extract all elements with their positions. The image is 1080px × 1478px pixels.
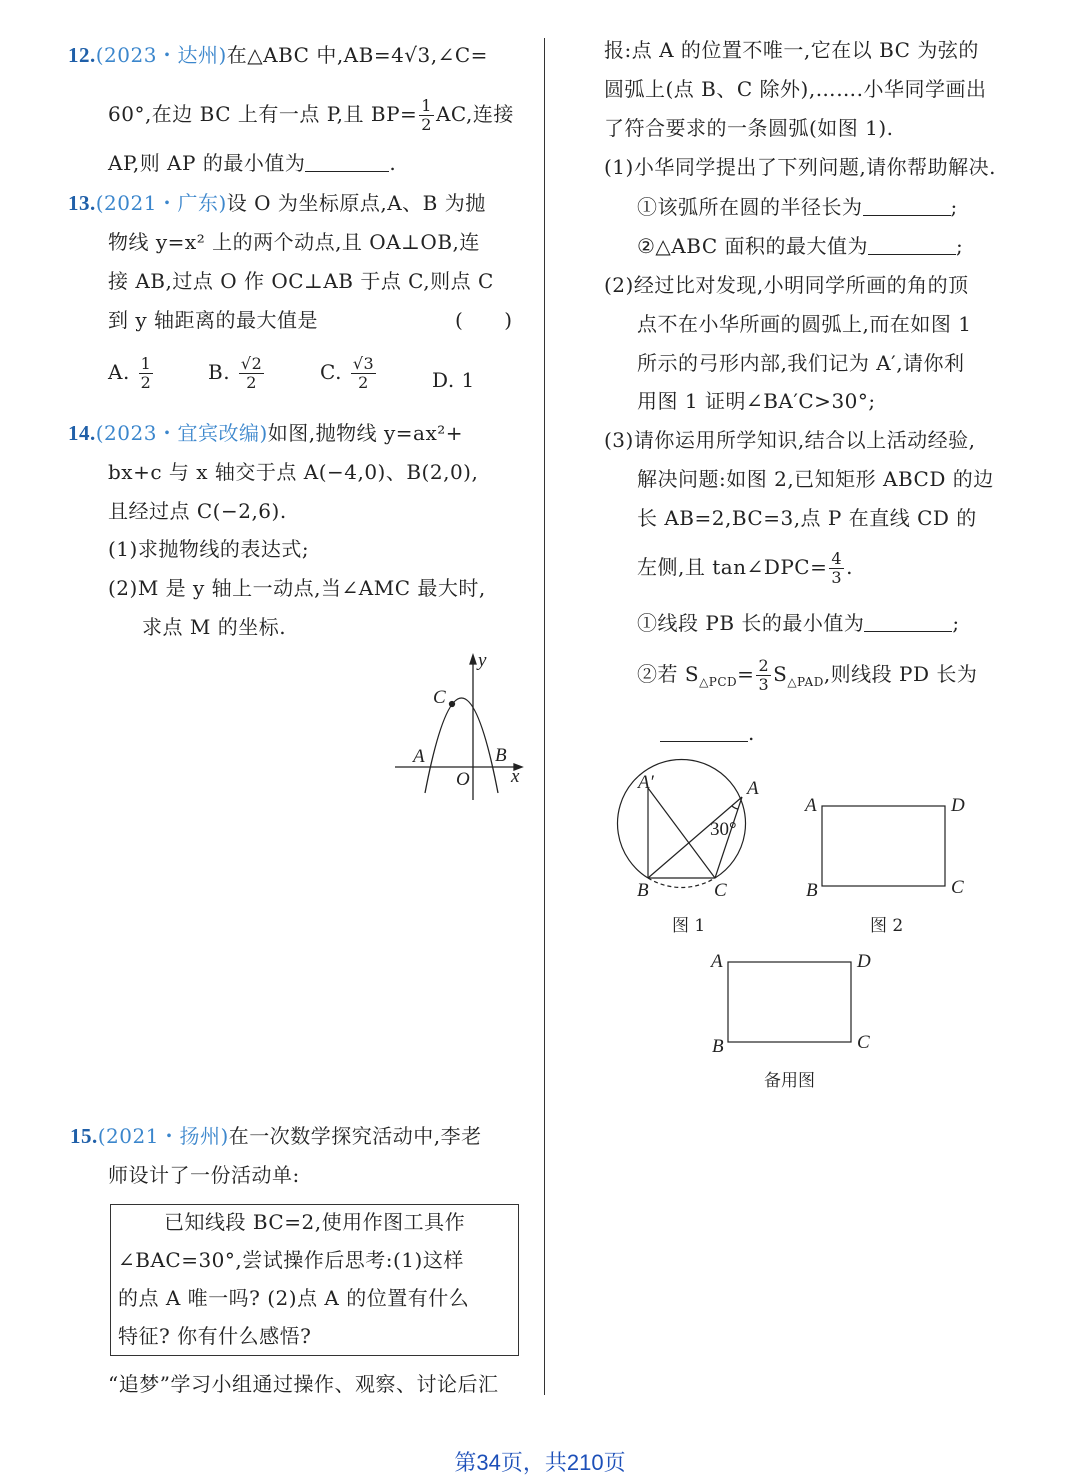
label-a: A <box>711 951 723 972</box>
denominator: 2 <box>140 373 152 392</box>
right-line-6 <box>637 233 963 259</box>
option-label: D. <box>432 368 455 392</box>
punct: ; <box>952 611 960 635</box>
right-line-8: 点不在小华所画的圆弧上,而在如图 1 <box>637 312 972 336</box>
right-line-1: 报:点 A 的位置不唯一,它在以 BC 为弦的 <box>604 38 979 62</box>
denominator: 3 <box>758 675 770 694</box>
box-line-3: 的点 A 唯一吗? (2)点 A 的位置有什么 <box>118 1286 470 1310</box>
q13-line-3: 接 AB,过点 O 作 OC⊥AB 于点 C,则点 C <box>108 269 494 293</box>
punct: . <box>389 151 397 175</box>
question-text: 在一次数学探究活动中,李老 <box>228 1124 482 1148</box>
question-text: 在△ABC 中,AB=4√3,∠C= <box>226 43 488 67</box>
numerator: 1 <box>421 96 432 115</box>
punct: ; <box>950 195 958 219</box>
denominator: 2 <box>421 115 432 134</box>
label-b: B <box>806 880 818 901</box>
label-b: B <box>495 745 507 766</box>
page-indicator: 第34页，共210页 <box>454 1450 626 1475</box>
denominator: 3 <box>831 568 843 587</box>
question-text: 如图,抛物线 y=ax²+ <box>267 421 464 445</box>
fraction <box>829 550 844 587</box>
figure-caption: 图 2 <box>870 916 904 936</box>
question-source: (2023・达州) <box>95 43 227 67</box>
denominator: 2 <box>246 373 257 392</box>
question-text: ①线段 PB 长的最小值为 <box>637 611 865 635</box>
q15-line-2: 师设计了一份活动单: <box>108 1163 300 1187</box>
dashed-arc <box>648 878 715 887</box>
label-c: C <box>951 877 964 898</box>
question-number: 15. <box>70 1124 98 1148</box>
subscript: △PCD <box>699 675 738 689</box>
answer-blank[interactable] <box>864 611 952 632</box>
label-b: B <box>712 1036 724 1057</box>
figure-2 <box>822 806 945 886</box>
figure-caption: 图 1 <box>672 916 706 936</box>
question-text: 60°,在边 BC 上有一点 P,且 BP= <box>108 102 418 126</box>
question-source: (2021・广东) <box>95 191 227 215</box>
label-d: D <box>951 795 965 816</box>
q13-line-2: 物线 y=x² 上的两个动点,且 OA⊥OB,连 <box>108 230 480 254</box>
label-a: A <box>413 746 425 767</box>
subscript: △PAD <box>787 675 824 689</box>
question-number: 13. <box>68 191 96 215</box>
question-text: 左侧,且 tan∠DPC= <box>637 555 828 579</box>
label-x: x <box>511 766 520 787</box>
right-line-17 <box>660 720 755 746</box>
right-line-10: 用图 1 证明∠BA′C>30°; <box>637 389 876 413</box>
label-y: y <box>478 650 487 671</box>
right-line-11: (3)请你运用所学知识,结合以上活动经验, <box>604 428 976 452</box>
right-line-5 <box>637 194 958 220</box>
question-number: 14. <box>68 421 96 445</box>
fraction <box>756 657 771 694</box>
right-line-13: 长 AB=2,BC=3,点 P 在直线 CD 的 <box>637 506 977 530</box>
question-text: ①该弧所在圆的半径长为 <box>637 195 863 219</box>
q15-line-1 <box>70 1123 482 1149</box>
q14-line-2: bx+c 与 x 轴交于点 A(−4,0)、B(2,0), <box>108 460 479 484</box>
question-text: AC,连接 <box>435 102 514 126</box>
label-a-prime: A′ <box>638 772 654 793</box>
answer-blank[interactable] <box>868 234 956 255</box>
question-source: (2023・宜宾改编) <box>95 421 268 445</box>
right-line-12: 解决问题:如图 2,已知矩形 ABCD 的边 <box>637 467 994 491</box>
right-line-16 <box>637 657 977 695</box>
question-number: 12. <box>68 43 96 67</box>
q14-line-5: (2)M 是 y 轴上一动点,当∠AMC 最大时, <box>108 576 486 600</box>
right-line-4: (1)小华同学提出了下列问题,请你帮助解决. <box>604 155 997 179</box>
figure-caption: 备用图 <box>764 1071 815 1091</box>
punct: ; <box>955 234 964 258</box>
label-a: A <box>747 778 759 799</box>
q13-line-4: 到 y 轴距离的最大值是 <box>108 308 319 332</box>
numerator: √2 <box>240 354 263 373</box>
label-d: D <box>857 951 871 972</box>
question-text: 设 O 为坐标原点,A、B 为抛 <box>226 191 486 215</box>
punct: . <box>748 721 755 745</box>
right-line-15 <box>637 610 960 636</box>
question-text: ②若 S <box>637 662 700 686</box>
question-text: AP,则 AP 的最小值为 <box>108 151 306 175</box>
option-label: B. <box>208 360 231 384</box>
y-axis-arrow <box>470 655 476 664</box>
right-line-9: 所示的弓形内部,我们记为 A′,请你利 <box>637 351 965 375</box>
label-c: C <box>857 1032 870 1053</box>
label-c: C <box>714 880 727 901</box>
numerator: √3 <box>352 354 375 373</box>
q15-line-3: “追梦”学习小组通过操作、观察、讨论后汇 <box>108 1372 499 1396</box>
denominator: 2 <box>358 373 369 392</box>
angle-label: 30° <box>710 819 737 840</box>
numerator: 1 <box>140 354 152 373</box>
equals: = <box>737 662 755 686</box>
right-line-2: 圆弧上(点 B、C 除外),…….小华同学画出 <box>604 77 987 101</box>
question-text: ,则线段 PD 长为 <box>823 662 978 686</box>
box-line-1: 已知线段 BC=2,使用作图工具作 <box>164 1210 466 1234</box>
q14-line-3: 且经过点 C(−2,6). <box>108 499 287 523</box>
option-value: 1 <box>461 368 475 392</box>
answer-parentheses[interactable]: ( ) <box>455 308 513 332</box>
numerator: 2 <box>758 656 770 675</box>
right-line-7: (2)经过比对发现,小明同学所画的角的顶 <box>604 273 969 297</box>
option-label: A. <box>108 360 130 384</box>
label-a: A <box>805 795 817 816</box>
question-text: ②△ABC 面积的最大值为 <box>637 234 868 258</box>
question-text: S <box>773 662 788 686</box>
right-line-3: 了符合要求的一条圆弧(如图 1). <box>604 116 894 140</box>
question-source: (2021・扬州) <box>97 1124 229 1148</box>
label-o: O <box>456 769 470 790</box>
answer-blank[interactable] <box>660 721 748 742</box>
answer-blank[interactable] <box>863 195 951 216</box>
box-line-2: ∠BAC=30°,尝试操作后思考:(1)这样 <box>118 1248 464 1272</box>
point-c <box>450 702 455 707</box>
label-c: C <box>433 687 446 708</box>
q14-line-6: 求点 M 的坐标. <box>142 615 287 639</box>
q14-line-4: (1)求抛物线的表达式; <box>108 537 310 561</box>
numerator: 4 <box>831 549 843 568</box>
box-line-4: 特征? 你有什么感悟? <box>118 1324 312 1348</box>
right-line-14 <box>637 550 853 587</box>
figure-spare <box>728 962 851 1042</box>
label-b: B <box>637 880 649 901</box>
punct: . <box>846 555 853 579</box>
option-label: C. <box>320 360 342 384</box>
